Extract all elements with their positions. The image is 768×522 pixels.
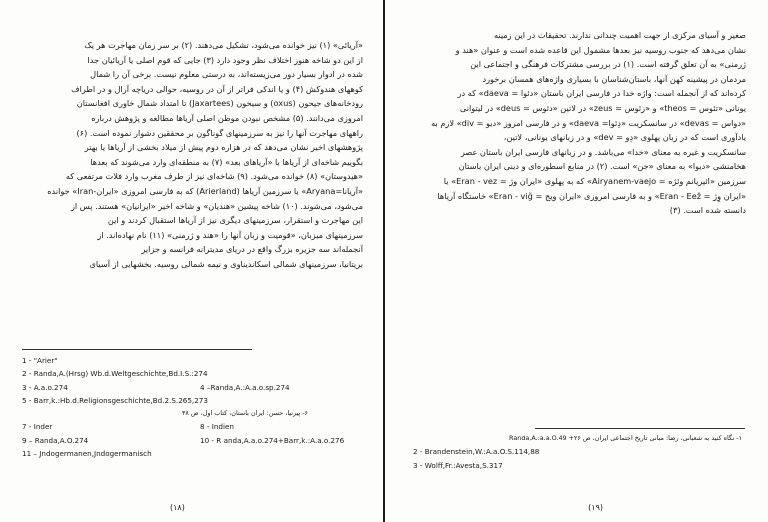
text-line: صغیر و آسیای مرکزی از جهت اهمیت چندانی ندارند. تحقیقات در این زمینه	[493, 30, 746, 40]
footnote-1: ۱- نگاه کنید به شعبانی، رضا: مبانی تاریخ اجتماعی ایران، ص ۲۶+ Randa,A.:a.a.O.49	[509, 434, 742, 442]
footnote-3: 3 - Wolff,Fr.:Avesta,S.317	[413, 460, 503, 470]
footnote-divider	[535, 428, 745, 429]
text-line: نشان می‌دهد که جنوب روسیه نیز بعدها مشمول این قاعده شده است و عنوان «هند و	[455, 44, 746, 55]
text-line: سرزمین «ائیریانم وئژه = Airyanem-vaejo» که به پهلوی «ایران وژ = Eran - vez» یا	[443, 175, 746, 186]
footnote-1: 1 - "Arier"	[22, 356, 58, 365]
footnote-9: 9 – Randa,A.O.274	[22, 435, 89, 445]
text-line: از این دو شاخه هنوز اختلاف نظر وجود دارد (۳) جایی که قوم اصلی یا آریائیان جدا	[87, 54, 363, 65]
text-line: بگوییم شاخه‌ای از آریاها با «آریاهای بعد» (۷) به منطقه‌ای وارد می‌شوند که بعدها	[90, 156, 363, 167]
text-line: «آریانا=Aryana» یا سرزمین آریاها (Arierland) که به فارسی امروزی «ایران-Iran» خوانده	[47, 185, 363, 196]
text-line: شده در ادوار بسیار دور می‌زیسته‌اند، به درستی معلوم نیست. برخی آن را شمال	[90, 69, 363, 80]
text-line: پژوهشهای اخیر نشان می‌دهد که در هزاره دوم پیش از میلاد بخشی از آریاها یا بهتر	[84, 142, 363, 153]
footnote-6: ۶- پیرنیا، حسن: ایران باستان، کتاب اول، ص ۳۸	[182, 409, 308, 418]
text-line: این مهاجرت و استقرار، سرزمینهای دیگری نیز از آریاها استقبال کردند و این	[107, 215, 363, 226]
text-line: ژرمنی» به آن تعلق گرفته است. (۱) در بررسی مشترکات فرهنگی و اجتماعی این	[470, 59, 746, 70]
text-line: یونانی «تئوس = theos» و «زئوس = zeus» در لاتین «دئوس = deus» در لیتوانی	[459, 102, 746, 113]
text-line: امروزی می‌دانند. (۵) مشخص نبودن موطن اصلی آریاها مطالعه و پژوهش درباره	[91, 112, 363, 123]
text-line: سانسکریت و غیره به معنای «خدا» می‌باشد. و در زبانهای فارسی ایران باستان عصر	[460, 146, 746, 157]
text-line: «دواس = devas» در سانسکریت «دِئوا= daeva» و در فارسی امروز «دیو = div» لازم به	[431, 117, 746, 128]
footnote-2: 2 - Brandenstein,W.:A.a.O.S.114,88	[413, 447, 540, 457]
footnote-7: 7 - Inder	[22, 422, 53, 432]
left-page	[0, 0, 383, 522]
page-number: (۱۹)	[588, 503, 603, 512]
text-line: سرزمینهای میزبان، «قومیت و زبان آنها را «هند و ژرمنی» (۱۱) نام نهاده‌اند. از	[97, 229, 363, 240]
footnote-3: 3 - A.a.o.274	[22, 382, 68, 392]
text-line: دانسته شده است. (۳)	[669, 205, 746, 216]
text-line: «ایران وِژ = Eran - Eež» و به فارسی امروزی «ایران ویج = Eran - viğ» خاستگاه آریاها	[437, 190, 746, 201]
text-line: راههای مهاجرت آنها را نیز به سرزمینهای گوناگون بر محققین دشوار نموده است. (۶)	[76, 127, 363, 138]
text-line: می‌شود، می‌شوند. (۱۰) شاخه پیشین «هندیان» و شاخه اخیر «ایرانیان» هستند. پس از	[70, 200, 363, 211]
left-body-text	[22, 38, 363, 272]
text-line: «هیدوستان» (۸) خوانده می‌شود. (۹) شاخه‌ای نیز از طرف مغرب وارد فلات مرتفعی که	[65, 171, 363, 182]
left-footnotes	[22, 354, 363, 460]
text-line: مردمان در پیشینه کهن آنها، باستان‌شناسان با بسیاری واژه‌های همسان برخورد	[482, 73, 746, 84]
right-body-text	[413, 28, 746, 218]
text-line: هخامنشی «دیوا» به معنای «جن» است. (۲) در منابع اسطوره‌ای و دینی ایران باستان	[458, 161, 746, 172]
right-page	[385, 0, 768, 522]
footnote-10: 10 - R anda,A.a.o.274+Barr,k.:A.a.o.276	[200, 435, 345, 445]
text-line: رودخانه‌های جیحون (oxus) و سیحون (Jaxartees) تا امتداد شمال خاوری افغانستان	[76, 98, 363, 109]
footnote-divider	[22, 349, 252, 350]
text-line: یادآوری است که در زبان پهلوی «دِو = dev» و در زبانهای یونانی، لاتین،	[503, 132, 746, 143]
text-line: «آریائی» (۱) نیز خوانده می‌شود، تشکیل می‌دهند. (۲) بر سر زمان مهاجرت هر یک	[84, 40, 363, 50]
right-footnotes	[413, 432, 742, 472]
footnote-11: 11 – Jndogermanen,Jndogermanisch	[22, 449, 152, 459]
text-line: کرده‌اند که از آنجمله است: واژه خدا در فارسی ایران باستان «دئوا = daeva» که در	[457, 88, 746, 99]
text-line: آنجمله‌اند سه جزیره بزرگ واقع در دریای مدیترانه فرانسه و جزایر	[141, 244, 363, 255]
footnote-8: 8 - Indien	[200, 422, 234, 432]
footnote-4: 4 –Randa,A.:A.a.o.sp.274	[200, 382, 290, 392]
text-line: کوههای هندوکش (۴) و یا اندکی فراتر از آن در روسیه، حوالی دریاچه آرال و در اطراف	[71, 83, 363, 94]
page-number: (۱۸)	[170, 503, 185, 512]
footnote-2: 2 - Randa,A.(Hrsg) Wb.d.Weltgeschichte,Bd.I.S.:274	[22, 369, 208, 379]
footnote-5: 5 - Barr,k.:Hb.d.Religionsgeschichte,Bd.2.S.265,273	[22, 395, 208, 405]
text-line: بریتانیا، سرزمینهای شمالی اسکاندیناوی و نیمه شمالی روسیه. بخشهایی از آسیای	[89, 258, 363, 269]
